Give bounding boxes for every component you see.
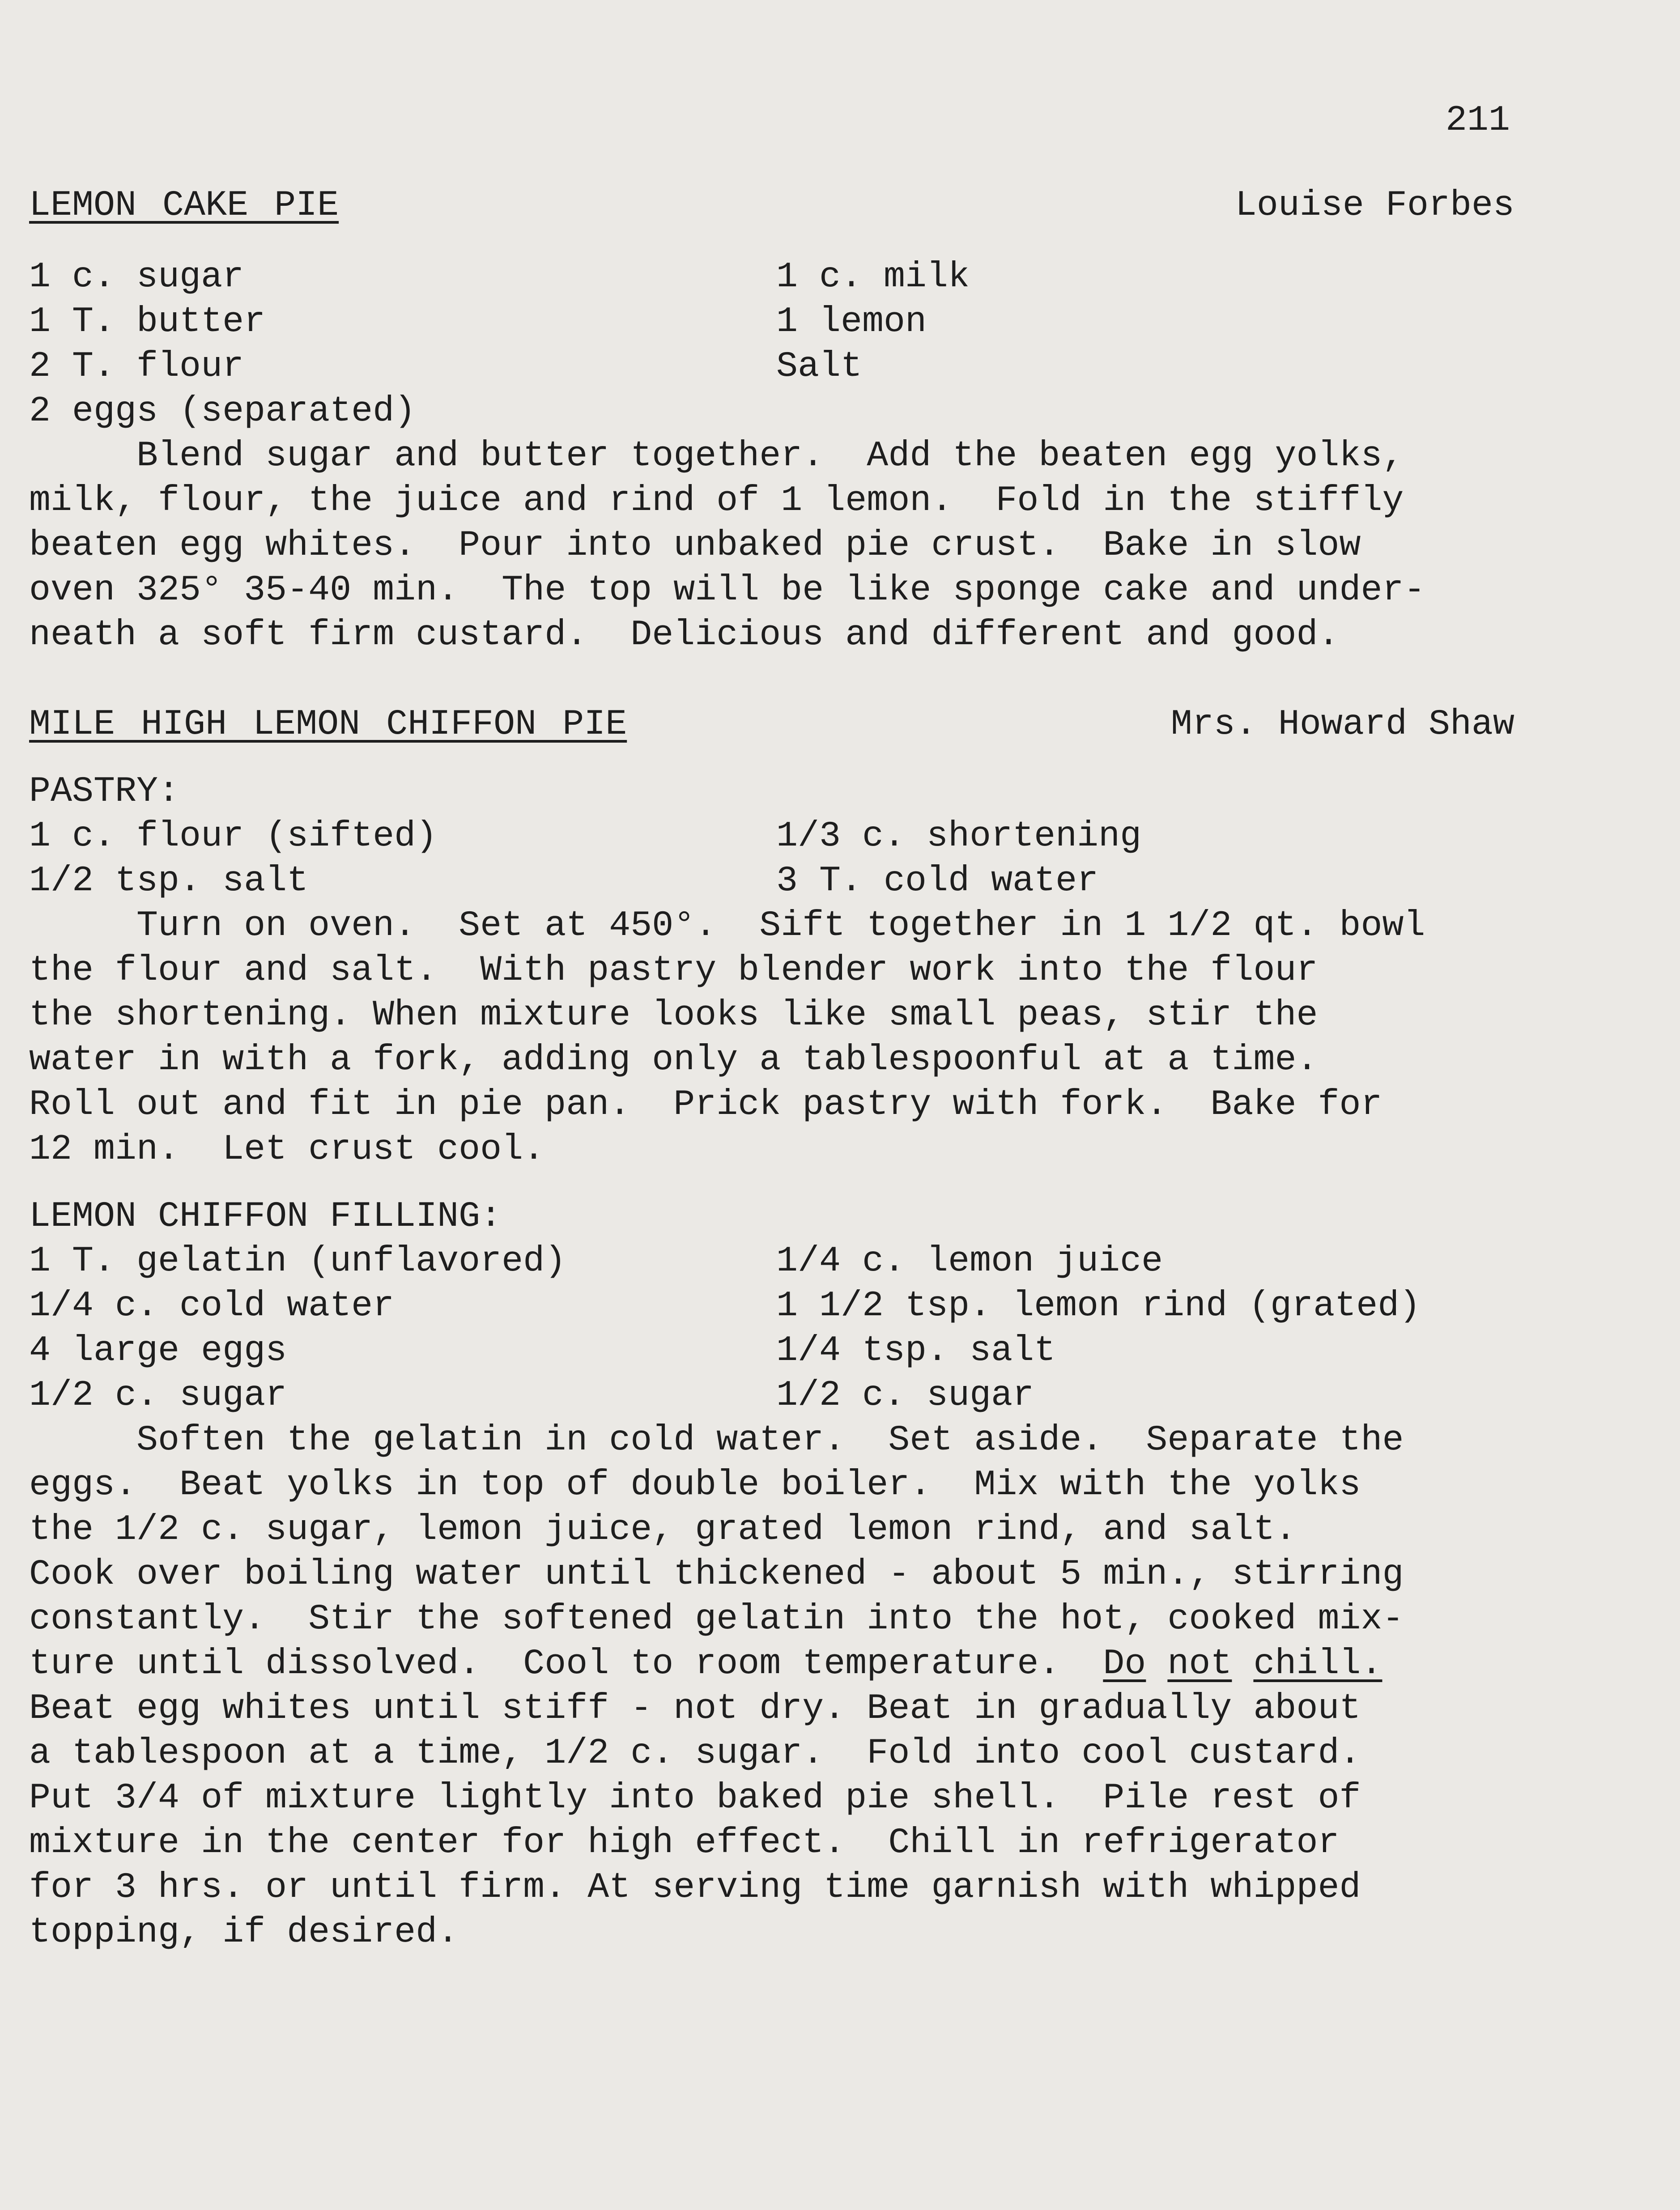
ingredient: 1/2 tsp. salt (29, 861, 309, 901)
ingredient: 2 T. flour (29, 346, 244, 387)
directions-line: constantly. Stir the softened gelatin into the hot, cooked mix- (29, 1599, 1404, 1640)
directions-line: eggs. Beat yolks in top of double boiler. Mix with the yolks (29, 1465, 1361, 1505)
emphasis-word: Do (1103, 1644, 1146, 1684)
directions-line: Roll out and fit in pie pan. Prick pastry with fork. Bake for (29, 1084, 1382, 1125)
directions-line: Soften the gelatin in cold water. Set aside. Separate the (29, 1420, 1404, 1461)
directions-line: milk, flour, the juice and rind of 1 lemon. Fold in the stiffly (29, 480, 1404, 521)
ingredient: 1/2 c. sugar (776, 1375, 1034, 1416)
ingredient: 1/2 c. sugar (29, 1375, 287, 1416)
ingredient: 1/3 c. shortening (776, 816, 1142, 857)
ingredient: 1/4 c. lemon juice (776, 1241, 1163, 1282)
ingredient: 1 c. sugar (29, 257, 244, 298)
directions-line: Turn on oven. Set at 450°. Sift together in 1 1/2 qt. bowl (29, 905, 1425, 946)
section-heading-pastry: PASTRY: (29, 771, 180, 812)
directions-line: Blend sugar and butter together. Add the beaten egg yolks, (29, 436, 1404, 476)
directions-line: water in with a fork, adding only a tablespoonful at a time. (29, 1040, 1318, 1080)
directions-line: Beat egg whites until stiff - not dry. Beat in gradually about (29, 1688, 1361, 1729)
emphasis-word: not (1167, 1644, 1232, 1684)
directions-line: for 3 hrs. or until firm. At serving time garnish with whipped (29, 1867, 1361, 1908)
directions-line: a tablespoon at a time, 1/2 c. sugar. Fold into cool custard. (29, 1733, 1361, 1774)
ingredient: 1 T. gelatin (unflavored) (29, 1241, 566, 1282)
emphasis-word: chill. (1253, 1644, 1382, 1684)
ingredient: 1 lemon (776, 302, 927, 342)
ingredient: 3 T. cold water (776, 861, 1099, 901)
directions-line: oven 325° 35-40 min. The top will be like sponge cake and under- (29, 570, 1425, 611)
recipe-title-mile-high-lemon-chiffon-pie: MILE HIGH LEMON CHIFFON PIE (29, 704, 627, 745)
ingredient: 2 eggs (separated) (29, 391, 416, 432)
directions-line: mixture in the center for high effect. Chill in refrigerator (29, 1823, 1340, 1863)
ingredient: 1 T. butter (29, 302, 266, 342)
directions-line: beaten egg whites. Pour into unbaked pie crust. Bake in slow (29, 525, 1361, 566)
directions-line: Put 3/4 of mixture lightly into baked pie shell. Pile rest of (29, 1778, 1361, 1819)
directions-line: topping, if desired. (29, 1912, 459, 1953)
ingredient: 1 1/2 tsp. lemon rind (grated) (776, 1286, 1421, 1326)
directions-text: ture until dissolved. Cool to room temperature. (29, 1644, 1103, 1684)
directions-line: neath a soft firm custard. Delicious and different and good. (29, 615, 1340, 655)
directions-line: the flour and salt. With pastry blender work into the flour (29, 950, 1318, 991)
directions-line: the shortening. When mixture looks like small peas, stir the (29, 995, 1318, 1036)
ingredient: 1 c. flour (sifted) (29, 816, 438, 857)
ingredient: 1/4 c. cold water (29, 1286, 395, 1326)
directions-line-emphasis (29, 1642, 1382, 1687)
directions-line: Cook over boiling water until thickened - about 5 min., stirring (29, 1554, 1404, 1595)
recipe-author-louise-forbes: Louise Forbes (1235, 185, 1514, 226)
recipe-author-mrs-howard-shaw: Mrs. Howard Shaw (1170, 704, 1514, 745)
directions-line: 12 min. Let crust cool. (29, 1129, 545, 1170)
ingredient: 4 large eggs (29, 1330, 287, 1371)
directions-line: the 1/2 c. sugar, lemon juice, grated lemon rind, and salt. (29, 1509, 1297, 1550)
page-number: 211 (1445, 100, 1510, 141)
ingredient: 1 c. milk (776, 257, 970, 298)
ingredient: 1/4 tsp. salt (776, 1330, 1056, 1371)
section-heading-filling: LEMON CHIFFON FILLING: (29, 1196, 502, 1237)
recipe-title-lemon-cake-pie: LEMON CAKE PIE (29, 185, 339, 226)
ingredient: Salt (776, 346, 863, 387)
